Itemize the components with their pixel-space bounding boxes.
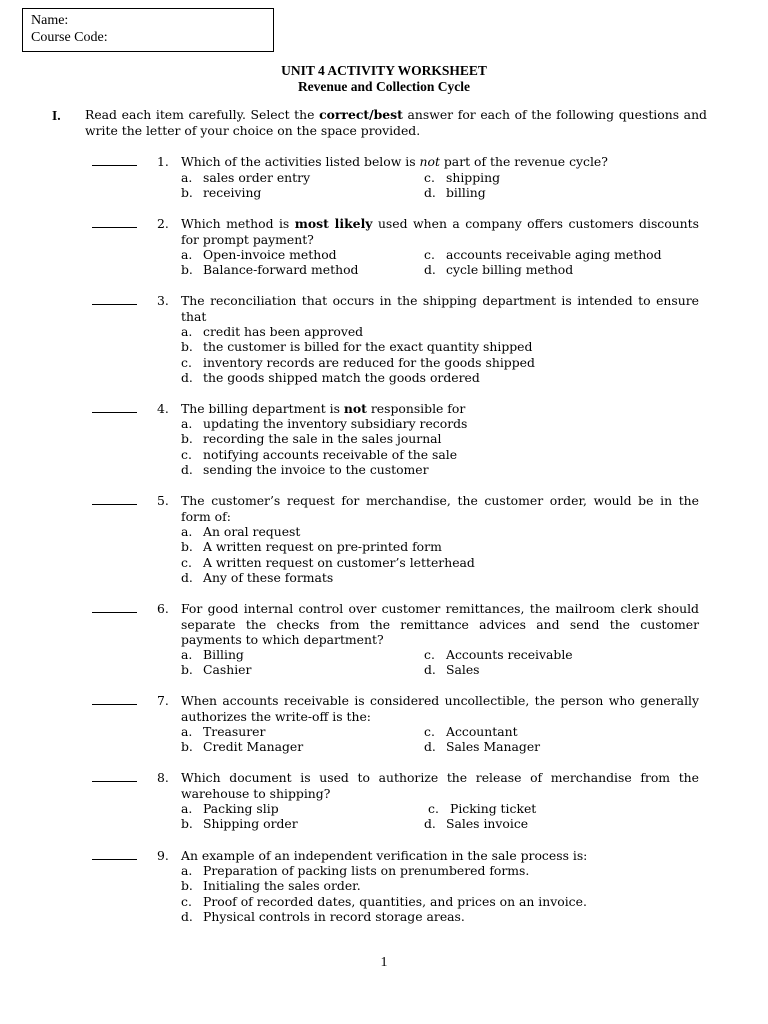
answer-blank[interactable] <box>92 612 137 613</box>
option-b: b. Cashier <box>181 662 252 678</box>
options <box>181 324 701 386</box>
option-d: d. Physical controls in record storage areas. <box>181 909 465 925</box>
option-b: b. recording the sale in the sales journal <box>181 431 442 447</box>
option-c: c. shipping <box>424 170 501 185</box>
option-b: b. Balance-forward method <box>181 262 359 278</box>
option-d: d. the goods shipped match the goods ordered <box>181 370 480 386</box>
question-stem: An example of an independent verification in the sale process is: <box>181 848 588 863</box>
option-d: d. Sales <box>424 662 480 678</box>
option-c: c. Accounts receivable <box>424 647 573 662</box>
option-d: d. cycle billing method <box>424 262 574 278</box>
option-a: a. Preparation of packing lists on prenumbered forms. <box>181 863 530 878</box>
answer-blank[interactable] <box>92 227 137 228</box>
option-c: c. Proof of recorded dates, quantities, and prices on an invoice. <box>181 893 587 909</box>
option-c: c. Accountant <box>424 724 518 739</box>
question-stem: Which document is used to authorize the release of merchandise from the warehouse to shipping? <box>181 770 699 801</box>
options <box>181 863 701 925</box>
question-number: 3. <box>157 293 169 308</box>
option-d: d. Any of these formats <box>181 570 334 586</box>
option-a: a. Treasurer <box>181 724 266 739</box>
option-d: d. Sales invoice <box>424 816 529 832</box>
question-number: 9. <box>157 848 169 863</box>
answer-blank[interactable] <box>92 704 137 705</box>
question-number: 7. <box>157 693 169 708</box>
question-stem: The billing department is not responsible for <box>181 401 466 416</box>
question-number: 6. <box>157 601 169 616</box>
options <box>181 170 701 201</box>
answer-blank[interactable] <box>92 859 137 860</box>
question-number: 4. <box>157 401 169 416</box>
worksheet-subtitle: Revenue and Collection Cycle <box>297 79 471 94</box>
option-c: c. notifying accounts receivable of the sale <box>181 446 458 462</box>
question-number: 8. <box>157 770 169 785</box>
name-course-box <box>22 8 274 52</box>
option-b: b. receiving <box>181 185 262 201</box>
options <box>181 647 701 678</box>
option-a: a. credit has been approved <box>181 324 364 339</box>
page-number: 1 <box>380 955 388 970</box>
question-number: 5. <box>157 493 169 508</box>
option-c: c. inventory records are reduced for the goods shipped <box>181 354 535 370</box>
options <box>181 247 701 278</box>
course-code-label: Course Code: <box>31 30 108 45</box>
question-number: 1. <box>157 154 169 169</box>
answer-blank[interactable] <box>92 781 137 782</box>
options <box>181 801 701 832</box>
question-stem: Which of the activities listed below is not part of the revenue cycle? <box>181 154 608 169</box>
question-number: 2. <box>157 216 169 231</box>
answer-blank[interactable] <box>92 504 137 505</box>
option-b: b. the customer is billed for the exact quantity shipped <box>181 339 533 355</box>
option-c: c. accounts receivable aging method <box>424 247 662 262</box>
option-d: d. sending the invoice to the customer <box>181 462 429 478</box>
option-a: a. sales order entry <box>181 170 311 185</box>
option-d: d. Sales Manager <box>424 739 541 755</box>
name-label: Name: <box>31 13 69 28</box>
question-stem: For good internal control over customer remittances, the mailroom clerk should separate the checks from the remittance advices and send the customer payments to which department? <box>181 601 699 647</box>
option-c: c. A written request on customer’s letterhead <box>181 554 475 570</box>
answer-blank[interactable] <box>92 412 137 413</box>
question-stem: The reconciliation that occurs in the shipping department is intended to ensure that <box>181 293 699 324</box>
option-b: b. Initialing the sales order. <box>181 878 361 894</box>
answer-blank[interactable] <box>92 165 137 166</box>
option-b: b. A written request on pre-printed form <box>181 539 442 555</box>
option-a: a. Billing <box>181 647 244 662</box>
question-stem: The customer’s request for merchandise, the customer order, would be in the form of: <box>181 493 699 524</box>
option-a: a. Packing slip <box>181 801 279 816</box>
option-b: b. Credit Manager <box>181 739 304 755</box>
options <box>181 416 701 478</box>
section-number: I. <box>52 108 61 123</box>
worksheet-title: UNIT 4 ACTIVITY WORKSHEET <box>281 63 487 78</box>
option-d: d. billing <box>424 185 486 201</box>
option-b: b. Shipping order <box>181 816 298 832</box>
option-a: a. An oral request <box>181 524 301 539</box>
option-c: c. Picking ticket <box>428 801 537 816</box>
options <box>181 524 701 586</box>
question-stem: When accounts receivable is considered uncollectible, the person who generally authorizes the write-off is the: <box>181 693 699 724</box>
section-instructions: Read each item carefully. Select the correct/best answer for each of the following questions and write the letter of your choice on the space provided. <box>85 107 707 138</box>
question-stem: Which method is most likely used when a company offers customers discounts for prompt payment? <box>181 216 699 247</box>
option-a: a. updating the inventory subsidiary records <box>181 416 468 431</box>
options <box>181 724 701 755</box>
answer-blank[interactable] <box>92 304 137 305</box>
option-a: a. Open-invoice method <box>181 247 337 262</box>
